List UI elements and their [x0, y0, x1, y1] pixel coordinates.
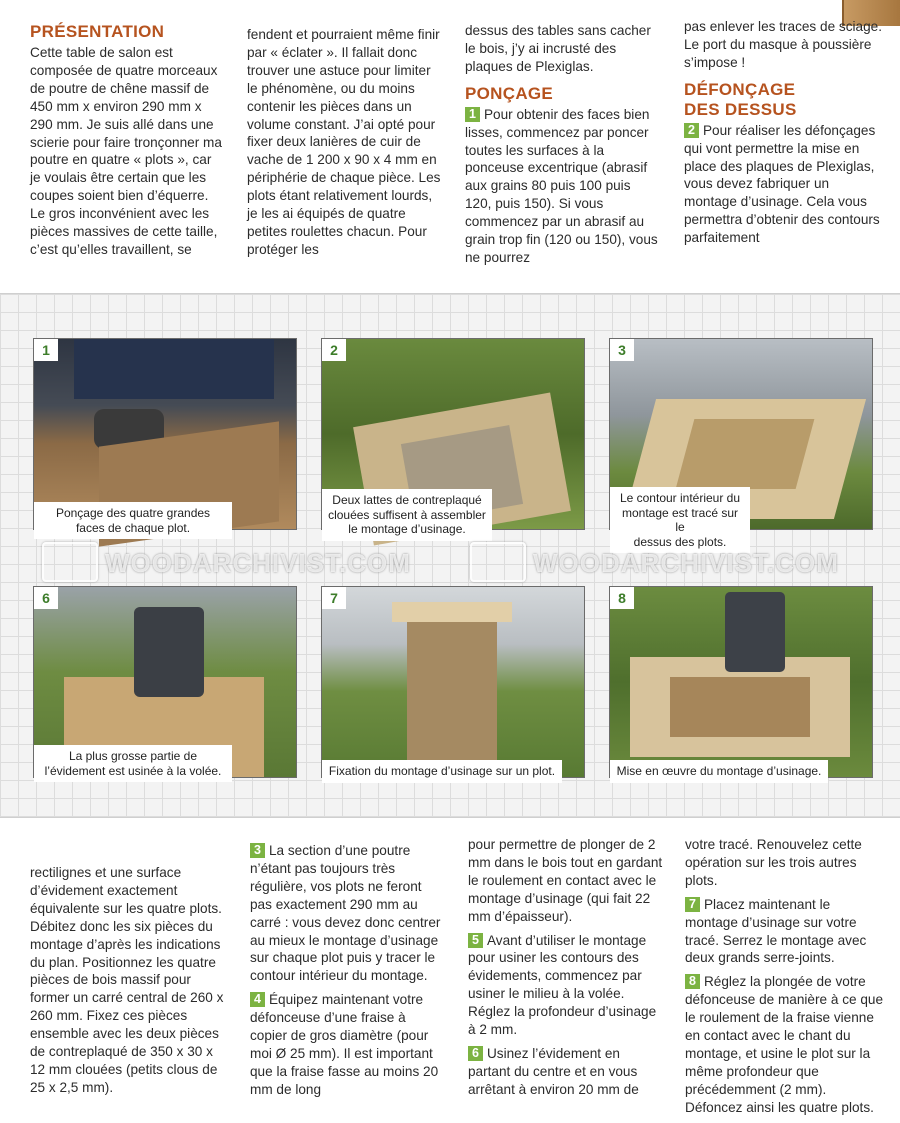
- watermark-logo-icon: [470, 542, 526, 582]
- heading-poncage: PONÇAGE: [465, 83, 554, 103]
- bottom-column-4: [685, 836, 885, 1119]
- step-text: Pour obtenir des faces bien lisses, commencez par poncer toutes les surfaces à la ponceuse excentrique (abrasif aux grains 80 puis 100 puis 120, puis 150). Si vous commencez par un abrasif au grain trop fin (120 ou 150), vous ne pourrez: [465, 106, 658, 265]
- photo-8-routing-jig: [609, 586, 873, 778]
- step-paragraph: [685, 973, 885, 1116]
- watermark-logo-icon: [42, 542, 98, 582]
- step-number-badge: 5: [468, 933, 483, 948]
- step-paragraph: [468, 1045, 663, 1099]
- heading-defoncage: [684, 80, 884, 120]
- paragraph: dessus des tables sans cacher le bois, j’y ai incrusté des plaques de Plexiglas.: [465, 23, 651, 74]
- step-paragraph: [468, 932, 663, 1039]
- column-presentation: [30, 18, 225, 261]
- step-text: Avant d’utiliser le montage pour usiner les contours des évidements, commencez par usiner le milieu à la volée. Réglez la profondeur d’usinage à 2 mm.: [468, 932, 657, 1038]
- photo-number: 1: [34, 339, 58, 361]
- step-number-badge: 3: [250, 843, 265, 858]
- photo-1-sanding: [33, 338, 297, 535]
- step-number-badge: 4: [250, 992, 265, 1007]
- photo-number: 8: [610, 587, 634, 609]
- photo-number: 6: [34, 587, 58, 609]
- step-paragraph: [250, 991, 445, 1098]
- photo-caption: Mise en œuvre du montage d’usinage.: [610, 760, 828, 783]
- column-2: [247, 26, 442, 261]
- step-number-badge: 6: [468, 1046, 483, 1061]
- paragraph: pas enlever les traces de sciage. Le port du masque à poussière s’impose !: [684, 19, 882, 70]
- photo-strip: [0, 293, 900, 818]
- step-text: Réglez la plongée de votre défonceuse de manière à ce que le roulement de la fraise vienne en contact avec le chant du montage, et usine le plot sur la même profondeur que précédemment (2 mm). Défoncez ainsi les quatre plots.: [685, 974, 884, 1115]
- photo-caption: Fixation du montage d’usinage sur un plot.: [322, 760, 562, 783]
- photo-caption: La plus grosse partie de l’évidement est usinée à la volée.: [34, 745, 232, 782]
- heading-line: DES DESSUS: [684, 99, 797, 119]
- bottom-column-2: [250, 842, 445, 1101]
- photo-7-fixing: [321, 586, 585, 778]
- bottom-column-3: [468, 836, 663, 1101]
- step-number-badge: 7: [685, 897, 700, 912]
- step-number-badge: 2: [684, 123, 699, 138]
- photo-number: 7: [322, 587, 346, 609]
- heading-presentation: PRÉSENTATION: [30, 22, 165, 41]
- bottom-column-1: [30, 864, 230, 1099]
- paragraph: votre tracé. Renouvelez cette opération sur les trois autres plots.: [685, 837, 862, 888]
- photo-caption: Deux lattes de contreplaqué clouées suffisent à assembler le montage d’usinage.: [322, 489, 492, 541]
- photo-6-routing: [33, 586, 297, 778]
- photo-3-tracing: [609, 338, 873, 549]
- watermark-text: WOODARCHIVIST.COM: [533, 548, 839, 578]
- paragraph: rectilignes et une surface d’évidement exactement équivalente sur les quatre plots. Débitez donc les six pièces du montage d’après les indications du plan. Positionnez les quatre pièces de bois massif pour former un carré central de 260 x 260 mm. Fixez ces pièces ensemble avec les deux pièces de contreplaqué de 350 x 30 x 12 mm clouées (petits clous de 25 x 2,5 mm).: [30, 865, 224, 1095]
- step-text: La section d’une poutre n’étant pas toujours très régulière, vos plots ne feront pas exactement 290 mm au carré : vous devez donc centrer au mieux le montage d’usinage sur chaque plot puis y tracer le contour intérieur du montage.: [250, 843, 441, 984]
- paragraph: fendent et pourraient même finir par « éclater ». Il fallait donc trouver une astuce pour limiter le phénomène, ou du moins contenir les pièces dans un volume constant. J’ai opté pour fixer deux lanières de cuir de vache de 1 200 x 90 x 4 mm en périphérie de chaque pièce. Les plots étant relativement lourds, je les ai équipés de quatre petites roulettes chacun. Pour protéger les: [247, 27, 441, 257]
- photo-2-assembly: [321, 338, 585, 536]
- step-number-badge: 8: [685, 974, 700, 989]
- heading-line: DÉFONÇAGE: [684, 79, 796, 99]
- column-poncage: [465, 22, 660, 269]
- step-text: Pour réaliser les défonçages qui vont permettre la mise en place des plaques de Plexiglas, vous devez fabriquer un montage d’usinage. Cela vous permettra d’obtenir des contours parfaitement: [684, 122, 880, 246]
- photo-number: 2: [322, 339, 346, 361]
- step-text: Placez maintenant le montage d’usinage sur votre tracé. Serrez le montage avec deux grands serre-joints.: [685, 896, 867, 966]
- step-text: Équipez maintenant votre défonceuse d’une fraise à copier de gros diamètre (pour moi Ø 25 mm). Il est important que la fraise fasse au moins 20 mm de long: [250, 992, 439, 1097]
- step-paragraph: [465, 106, 660, 267]
- watermark-text: WOODARCHIVIST.COM: [105, 548, 411, 578]
- paragraph: Cette table de salon est composée de quatre morceaux de poutre de chêne massif de 450 mm x environ 290 mm x 290 mm. Je suis allé dans une scierie pour faire tronçonner ma poutre en quatre « plots », car je voulais être certain que les coupes soient bien d’équerre. Le gros inconvénient avec les pièces massives de cette taille, c’est qu’elles travaillent, se: [30, 45, 222, 257]
- photo-number: 3: [610, 339, 634, 361]
- photo-caption: Le contour intérieur du montage est tracé sur le dessus des plots.: [610, 487, 750, 553]
- step-text: Usinez l’évidement en partant du centre et en vous arrêtant à environ 20 mm de: [468, 1045, 639, 1097]
- photo-caption: Ponçage des quatre grandes faces de chaque plot.: [34, 502, 232, 539]
- step-paragraph: [250, 842, 445, 985]
- step-number-badge: 1: [465, 107, 480, 122]
- column-defoncage: [684, 18, 884, 249]
- paragraph: pour permettre de plonger de 2 mm dans le bois tout en gardant le roulement en contact avec le montage d’usinage (qui fait 22 mm d’épaisseur).: [468, 837, 663, 924]
- step-paragraph: [685, 896, 885, 968]
- step-paragraph: [684, 122, 884, 247]
